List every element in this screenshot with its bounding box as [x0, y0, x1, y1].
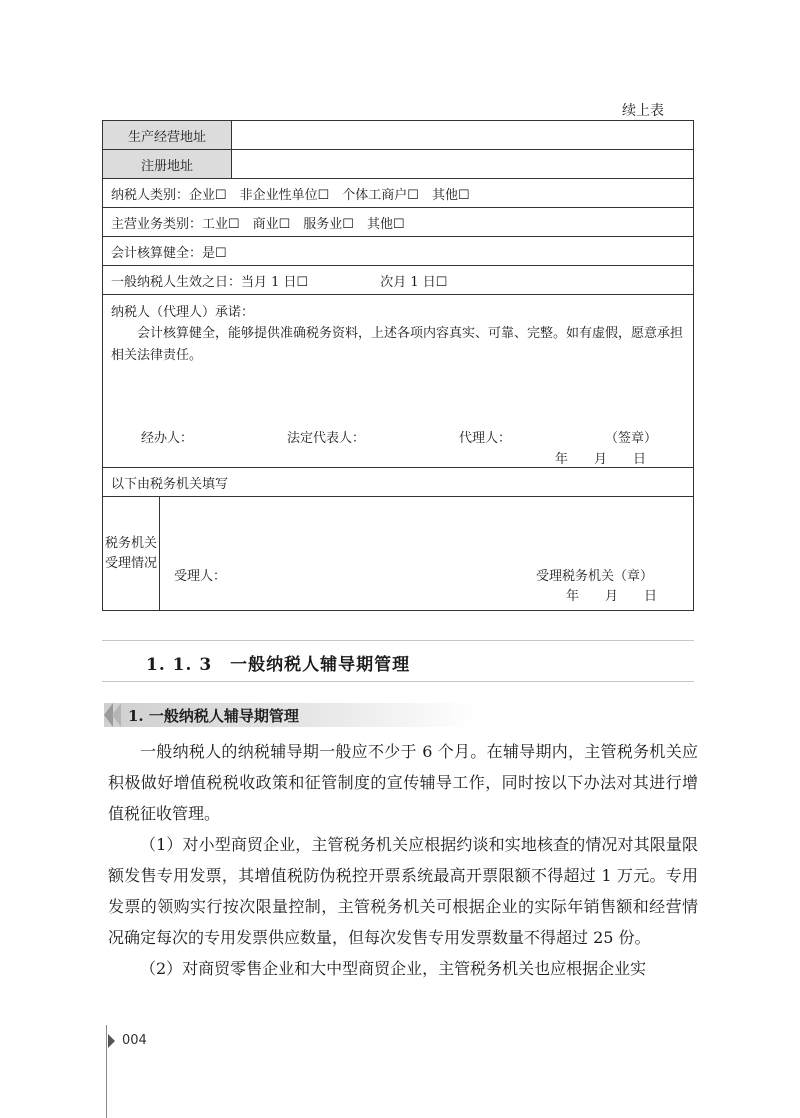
tax-authority-fill-note: 以下由税务机关填写 — [103, 468, 694, 497]
paragraph: （2）对商贸零售企业和大中型商贸企业，主管税务机关也应根据企业实 — [140, 959, 647, 978]
subheading: 1. 一般纳税人辅导期管理 — [128, 707, 299, 725]
legal-rep-label: 法定代表人： — [287, 431, 366, 446]
page-number: 004 — [122, 1033, 147, 1048]
production-address-value — [232, 121, 694, 150]
table-row — [103, 497, 694, 611]
tax-acceptance-label: 税务机关 受理情况 — [103, 497, 160, 610]
taxpayer-registration-form — [102, 120, 694, 611]
effective-date-next: 次月 1 日☐ — [380, 274, 448, 290]
promise-date: 年 月 日 — [555, 452, 647, 467]
divider — [102, 681, 694, 682]
accepting-authority: 受理税务机关（章） — [535, 569, 653, 584]
continued-label: 续上表 — [622, 103, 664, 119]
business-category: 主营业务类别：工业☐ 商业☐ 服务业☐ 其他☐ — [103, 208, 694, 237]
table-row — [103, 266, 694, 295]
paragraph: 一般纳税人的纳税辅导期一般应不少于 6 个月。在辅导期内，主管税务机关应积极做好增值税税收政策和征管制度的宣传辅导工作，同时按以下办法对其进行增值税征收管理。 — [108, 742, 698, 823]
effective-date-current: 一般纳税人生效之日：当月 1 日☐ — [111, 274, 309, 290]
agent-label: 代理人： — [459, 431, 512, 446]
table-row — [103, 121, 694, 150]
handler-label: 经办人： — [141, 431, 194, 446]
section-heading: 1. 1. 3 一般纳税人辅导期管理 — [146, 655, 411, 675]
page-margin-line — [106, 1025, 107, 1118]
taxpayer-category: 纳税人类别：企业☐ 非企业性单位☐ 个体工商户☐ 其他☐ — [103, 179, 694, 208]
registered-address-value — [232, 150, 694, 179]
registered-address-label: 注册地址 — [103, 150, 232, 179]
acceptor-label: 受理人： — [174, 569, 227, 584]
paragraph: （1）对小型商贸企业，主管税务机关应根据约谈和实地核查的情况对其限量限额发售专用发票，其增值税防伪税控开票系统最高开票限额不得超过 1 万元。专用发票的领购实行按次限量控制，主管税务机关可根据企业的实际年销售额和经营情况确定每次的专用发票供应数量，但每次发售专用发票数量不得超过 25 份。 — [108, 835, 698, 947]
promise-text: 会计核算健全，能够提供准确税务资料，上述各项内容真实、可靠、完整。如有虚假，愿意承担相关法律责任。 — [111, 326, 684, 363]
table-row — [103, 295, 694, 468]
taxpayer-promise — [103, 295, 694, 468]
seal-label: （签章） — [605, 431, 658, 446]
production-address-label: 生产经营地址 — [103, 121, 232, 150]
table-row — [103, 150, 694, 179]
table-row — [103, 179, 694, 208]
divider — [102, 640, 694, 641]
page-arrow-icon — [108, 1034, 115, 1048]
table-row — [103, 237, 694, 266]
table-row — [103, 468, 694, 497]
chevron-left-icon — [112, 703, 121, 727]
acceptance-date: 年 月 日 — [565, 589, 657, 604]
tax-acceptance-cell — [160, 497, 694, 610]
effective-date-row — [103, 266, 694, 295]
promise-title: 纳税人（代理人）承诺： — [111, 305, 255, 320]
table-row — [103, 208, 694, 237]
body-text — [108, 736, 698, 984]
accounting-sound: 会计核算健全：是☐ — [103, 237, 694, 266]
